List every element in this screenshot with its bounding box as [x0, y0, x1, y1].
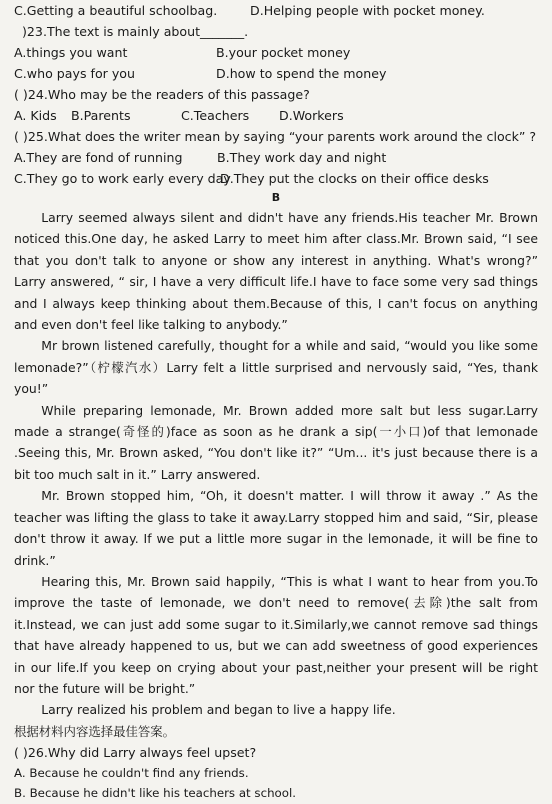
q25-options-row-1 — [14, 147, 538, 168]
passage-paragraph-1: Larry seemed always silent and didn't have any friends.His teacher Mr. Brown noticed this.One day, he asked Larry to meet him after class.Mr. Brown said, “I see that you don't talk to anyone or show any interest in anything. What's wrong?” Larry answered, “ sir, I have a very difficult life.I have to face some very sad things and I always keep thinking about them.Because of this, I can't focus on anything and even don't feel like talking to anybody.” — [14, 210, 538, 333]
q22-options-row — [14, 0, 538, 21]
passage-paragraph-2: Mr brown listened carefully, thought for a while and said, “would you like some lemonade?”（柠檬汽水）Larry felt a little surprised and nervously said, “Yes, thank you!” — [14, 338, 538, 397]
passage-paragraph-4: Mr. Brown stopped him, “Oh, it doesn't matter. I will throw it away .” As the teacher was lifting the glass to take it away.Larry stopped him and said, “Sir, please don't throw it away. If we put a little more sugar in the lemonade, it will be fine to drink.” — [14, 488, 538, 568]
q26-option-a: A. Because he couldn't find any friends. — [14, 765, 249, 780]
q25-options-row-2 — [14, 168, 538, 189]
q22-option-c: C.Getting a beautiful schoolbag. — [14, 3, 218, 18]
q23-option-c: C.who pays for you — [14, 66, 135, 81]
instruction-text: 根据材料内容选择最佳答案。 — [14, 723, 176, 739]
q23-option-d: D.how to spend the money — [216, 66, 387, 81]
passage-paragraph-3: While preparing lemonade, Mr. Brown added more salt but less sugar.Larry made a strange(奇怪的)face as soon as he drank a sip(一小口)of that lemonade .Seeing this, Mr. Brown asked, “You don't like it?” “Um... it's just because there is a bit too much salt in it.” Larry answered. — [14, 402, 538, 482]
q24-option-c: C.Teachers — [181, 108, 250, 123]
q26-stem: ( )26.Why did Larry always feel upset? — [14, 744, 257, 760]
q22-option-d: D.Helping people with pocket money. — [250, 3, 485, 18]
q23-option-b: B.your pocket money — [216, 45, 351, 60]
q24-stem: ( )24.Who may be the readers of this passage? — [14, 87, 310, 102]
q25-option-b: B.They work day and night — [217, 150, 387, 165]
passage-paragraph-5: Hearing this, Mr. Brown said happily, “This is what I want to hear from you.To improve the taste of lemonade, we don't need to remove(去除)the salt from it.Instead, we can just add some sugar to it.Similarly,we cannot remove sad things that have already happened to us, but we can add sweetness of good experiences in our life.If you keep on crying about your past,neither your present will be right nor the future will be bright.” — [14, 573, 538, 696]
q25-stem: ( )25.What does the writer mean by saying “your parents work around the clock” ? — [14, 129, 537, 144]
q23-stem: )23.The text is mainly about_______. — [22, 24, 249, 39]
q23-options-row-2 — [14, 63, 538, 84]
passage-paragraph-6: Larry realized his problem and began to live a happy life. — [41, 702, 396, 718]
q23-options-row-1 — [14, 42, 538, 63]
q24-option-b: B.Parents — [71, 108, 131, 123]
section-heading-b: B — [271, 191, 281, 204]
q25-option-c: C.They go to work early every day — [14, 171, 231, 186]
q24-option-a: A. Kids — [14, 108, 57, 123]
q23-option-a: A.things you want — [14, 45, 128, 60]
q26-option-b: B. Because he didn't like his teachers at school. — [14, 785, 297, 800]
q24-options-row — [14, 105, 538, 126]
q24-option-d: D.Workers — [279, 108, 344, 123]
q25-option-a: A.They are fond of running — [14, 150, 183, 165]
q25-option-d: D.They put the clocks on their office desks — [220, 171, 489, 186]
